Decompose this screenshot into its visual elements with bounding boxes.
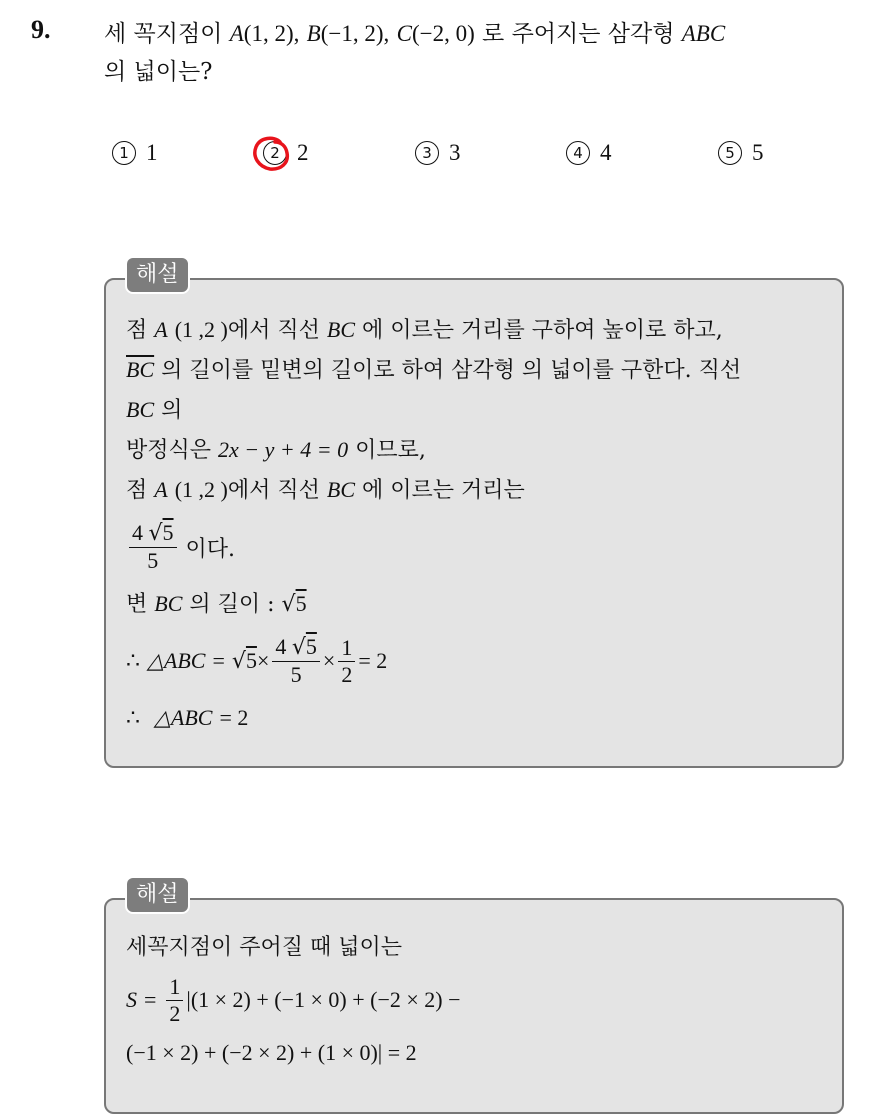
solution-1-line-2: $\overline{BC}$ 의 길이를 밑변의 길이로 하여 삼각형 의 넓이를 구한다. 직선 xyxy=(126,357,742,383)
question-number: 9. xyxy=(31,15,51,44)
choice-circle-1: 1 xyxy=(112,141,136,165)
choice-circle-3: 3 xyxy=(415,141,439,165)
solution-2-line-3: (−1 × 2) + (−2 × 2) + (1 × 0)| = 2 xyxy=(126,1040,417,1065)
question-line-2: 의 넓이는? xyxy=(104,59,213,85)
solution-tag-1: 해설 xyxy=(125,256,190,294)
solution-1-line-8: ∴ △ABC = √ 5 × $\frac{4 √5}{5}$ × $\frac{1}{2}$ = 2 xyxy=(126,634,388,687)
fraction: $\frac{4 √5}{5}$ xyxy=(272,634,320,688)
solution-1-content xyxy=(126,310,832,738)
choice-4[interactable]: 4 4 xyxy=(566,140,612,166)
fraction: $\frac{1}{2}$ xyxy=(338,635,355,688)
choice-3[interactable]: 3 3 xyxy=(415,140,461,166)
solution-1-line-6: $\frac{4 √5}{5}$ 이다. xyxy=(126,510,832,584)
solution-1-line-3: BC 의 xyxy=(126,397,183,423)
solution-1-line-7: 변 BC 의 길이 : √5 xyxy=(126,591,307,617)
solution-1-line-1: 점 A (1 ,2 )에서 직선 BC 에 이르는 거리를 구하여 높이로 하고, xyxy=(126,317,723,343)
fraction: $\frac{1}{2}$ xyxy=(166,974,183,1027)
solution-2-content xyxy=(126,928,832,1073)
choice-circle-2: 2 xyxy=(263,141,287,165)
choice-circle-5: 5 xyxy=(718,141,742,165)
answer-choices xyxy=(0,140,884,176)
choice-circle-4: 4 xyxy=(566,141,590,165)
solution-1-line-4: 방정식은 2x − y + 4 = 0 이므로, xyxy=(126,437,426,463)
choice-2[interactable]: 2 2 xyxy=(263,140,309,166)
question-text xyxy=(104,15,874,91)
solution-1-line-5: 점 A (1 ,2 )에서 직선 BC 에 이르는 거리는 xyxy=(126,477,525,503)
solution-1-line-9: ∴ △ABC = 2 xyxy=(126,705,249,731)
solution-box-2 xyxy=(104,898,844,1114)
choice-1[interactable]: 1 1 xyxy=(112,140,158,166)
fraction: $\frac{4 √5}{5}$ xyxy=(129,520,177,574)
solution-2-line-2: S = $\frac{1}{2}$ |(1 × 2) + (−1 × 0) + (−2 × 2) − xyxy=(126,973,461,1026)
question-line-1: 세 꼭지점이 A(1, 2), B(−1, 2), C(−2, 0) 로 주어지는 삼각형 ABC xyxy=(104,21,726,47)
solution-tag-2: 해설 xyxy=(125,876,190,914)
solution-box-1 xyxy=(104,278,844,768)
solution-2-line-1: 세꼭지점이 주어질 때 넓이는 xyxy=(126,935,403,960)
choice-5[interactable]: 5 5 xyxy=(718,140,764,166)
